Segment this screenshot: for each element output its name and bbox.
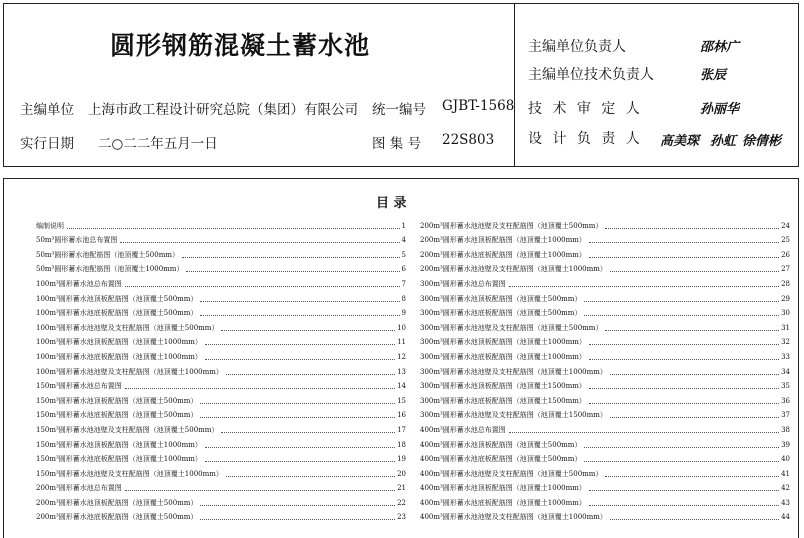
toc-entry-page: 41 <box>781 469 790 478</box>
toc-leader-dots <box>610 417 779 418</box>
toc-entry[interactable] <box>36 435 406 450</box>
toc-entry-title: 300m³圆形蓄水池顶板配筋图（池顶覆土1000mm） <box>420 338 586 347</box>
toc-entry-title: 100m³圆形蓄水池顶板配筋图（池顶覆土500mm） <box>36 294 198 303</box>
toc-leader-dots <box>584 461 779 462</box>
toc-entry-page: 34 <box>781 367 790 376</box>
toc-left-column <box>36 216 406 522</box>
toc-leader-dots <box>610 271 779 272</box>
toc-entry[interactable] <box>420 377 790 392</box>
toc-entry-page: 38 <box>781 425 790 434</box>
signature-1: 邵林广 <box>700 40 740 55</box>
toc-entry-page: 30 <box>781 309 790 318</box>
toc-heading: 目 录 <box>376 196 407 211</box>
approval-role-4: 设 计 负 责 人 <box>528 131 643 147</box>
signature-3: 孙丽华 <box>700 102 740 117</box>
toc-entry-title: 200m³圆形蓄水池池壁及支柱配筋图（池顶覆土1000mm） <box>420 265 607 274</box>
signature-4b: 孙虹 <box>710 134 737 149</box>
org-label: 主编单位 <box>20 102 74 118</box>
toc-leader-dots <box>589 257 779 258</box>
toc-entry[interactable] <box>36 479 406 494</box>
toc-leader-dots <box>200 315 399 316</box>
toc-entry-title: 300m³圆形蓄水池底板配筋图（池顶覆土500mm） <box>420 309 582 318</box>
signature-4c: 徐倩彬 <box>742 134 782 149</box>
toc-entry-page: 11 <box>397 338 406 347</box>
toc-entry[interactable] <box>36 245 406 260</box>
approval-role-1: 主编单位负责人 <box>528 39 626 55</box>
toc-entry-page: 27 <box>781 265 790 274</box>
signature-2: 张辰 <box>700 68 727 83</box>
toc-entry[interactable] <box>36 450 406 465</box>
toc-entry-page: 36 <box>781 396 790 405</box>
toc-leader-dots <box>125 388 395 389</box>
toc-entry-title: 100m³圆形蓄水池池壁及支柱配筋图（池顶覆土1000mm） <box>36 367 223 376</box>
toc-entry-title: 200m³圆形蓄水池底板配筋图（池顶覆土500mm） <box>36 513 198 522</box>
toc-entry-title: 150m³圆形蓄水池池壁及支柱配筋图（池顶覆土500mm） <box>36 425 219 434</box>
toc-entry[interactable] <box>36 391 406 406</box>
toc-entry[interactable] <box>420 464 790 479</box>
toc-entry-page: 17 <box>397 425 406 434</box>
toc-entry-title: 50m³圆形蓄水池总布置图 <box>36 236 118 245</box>
toc-entry-title: 150m³圆形蓄水池池壁及支柱配筋图（池顶覆土1000mm） <box>36 469 223 478</box>
toc-leader-dots <box>205 359 395 360</box>
toc-entry-title: 400m³圆形蓄水池总布置图 <box>420 425 506 434</box>
toc-entry-title: 150m³圆形蓄水池底板配筋图（池顶覆土500mm） <box>36 411 198 420</box>
toc-entry-page: 33 <box>781 352 790 361</box>
toc-entry-page: 10 <box>397 323 406 332</box>
toc-leader-dots <box>589 388 779 389</box>
toc-entry[interactable] <box>36 289 406 304</box>
toc-entry-page: 28 <box>781 279 790 288</box>
toc-entry[interactable] <box>420 391 790 406</box>
toc-leader-dots <box>605 476 779 477</box>
toc-entry-page: 9 <box>401 309 406 318</box>
toc-entry[interactable] <box>420 318 790 333</box>
approval-role-2: 主编单位技术负责人 <box>528 67 654 83</box>
toc-entry[interactable] <box>420 479 790 494</box>
toc-entry-page: 18 <box>397 440 406 449</box>
toc-entry-page: 20 <box>397 469 406 478</box>
toc-leader-dots <box>186 271 399 272</box>
toc-entry-page: 26 <box>781 250 790 259</box>
toc-leader-dots <box>67 228 400 229</box>
toc-entry-page: 16 <box>397 411 406 420</box>
toc-entry[interactable] <box>420 493 790 508</box>
toc-entry[interactable] <box>420 333 790 348</box>
toc-entry-page: 25 <box>781 236 790 245</box>
toc-leader-dots <box>509 432 779 433</box>
code-value: GJBT-1568 <box>442 98 515 114</box>
toc-entry-title: 300m³圆形蓄水池池壁及支柱配筋图（池顶覆土1000mm） <box>420 367 607 376</box>
toc-leader-dots <box>200 519 395 520</box>
toc-entry-title: 100m³圆形蓄水池底板配筋图（池顶覆土500mm） <box>36 309 198 318</box>
toc-leader-dots <box>589 359 779 360</box>
toc-entry-page: 32 <box>781 338 790 347</box>
toc-entry[interactable] <box>36 464 406 479</box>
toc-leader-dots <box>226 476 395 477</box>
toc-leader-dots <box>200 301 399 302</box>
toc-entry-page: 13 <box>397 367 406 376</box>
toc-entry-title: 100m³圆形蓄水池底板配筋图（池顶覆土1000mm） <box>36 352 202 361</box>
toc-entry-page: 15 <box>397 396 406 405</box>
toc-entry[interactable] <box>420 289 790 304</box>
toc-entry[interactable] <box>420 231 790 246</box>
toc-entry-page: 14 <box>397 382 406 391</box>
toc-entry-title: 400m³圆形蓄水池底板配筋图（池顶覆土1000mm） <box>420 498 586 507</box>
toc-entry-title: 150m³圆形蓄水池总布置图 <box>36 382 122 391</box>
toc-entry[interactable] <box>420 274 790 289</box>
toc-entry-page: 39 <box>781 440 790 449</box>
toc-entry-title: 50m³圆形蓄水池配筋图（池顶覆土500mm） <box>36 250 179 259</box>
toc-entry-page: 12 <box>397 352 406 361</box>
toc-entry-page: 29 <box>781 294 790 303</box>
date-value: 二○二二年五月一日 <box>98 136 218 152</box>
toc-leader-dots <box>125 490 395 491</box>
toc-entry-page: 42 <box>781 484 790 493</box>
toc-entry-title: 300m³圆形蓄水池池壁及支柱配筋图（池顶覆土500mm） <box>420 323 603 332</box>
toc-entry-page: 5 <box>401 250 406 259</box>
toc-leader-dots <box>120 242 399 243</box>
toc-entry-title: 300m³圆形蓄水池底板配筋图（池顶覆土1000mm） <box>420 352 586 361</box>
toc-entry[interactable] <box>420 362 790 377</box>
atlas-label: 图 集 号 <box>372 136 422 152</box>
atlas-value: 22S803 <box>442 132 495 148</box>
toc-entry-title: 300m³圆形蓄水池总布置图 <box>420 279 506 288</box>
toc-leader-dots <box>125 286 400 287</box>
toc-entry-title: 300m³圆形蓄水池池壁及支柱配筋图（池顶覆土1500mm） <box>420 411 607 420</box>
toc-entry[interactable] <box>420 435 790 450</box>
toc-entry-page: 43 <box>781 498 790 507</box>
toc-leader-dots <box>589 505 779 506</box>
toc-entry[interactable] <box>420 508 790 523</box>
toc-entry-title: 300m³圆形蓄水池顶板配筋图（池顶覆土500mm） <box>420 294 582 303</box>
toc-entry[interactable] <box>36 362 406 377</box>
toc-entry-title: 400m³圆形蓄水池池壁及支柱配筋图（池顶覆土500mm） <box>420 469 603 478</box>
toc-leader-dots <box>182 257 400 258</box>
toc-leader-dots <box>205 461 395 462</box>
toc-leader-dots <box>589 344 779 345</box>
toc-entry-title: 400m³圆形蓄水池底板配筋图（池顶覆土500mm） <box>420 455 582 464</box>
toc-entry-title: 300m³圆形蓄水池底板配筋图（池顶覆土1500mm） <box>420 396 586 405</box>
toc-leader-dots <box>200 403 395 404</box>
org-name: 上海市政工程设计研究总院（集团）有限公司 <box>88 102 358 118</box>
toc-entry-page: 35 <box>781 382 790 391</box>
toc-entry-page: 4 <box>401 236 406 245</box>
toc-entry[interactable] <box>36 274 406 289</box>
toc-entry-title: 编制说明 <box>36 221 64 230</box>
toc-right-column <box>420 216 790 522</box>
toc-leader-dots <box>226 374 395 375</box>
toc-entry[interactable] <box>420 245 790 260</box>
toc-leader-dots <box>605 330 779 331</box>
toc-entry[interactable] <box>36 377 406 392</box>
toc-entry-title: 100m³圆形蓄水池总布置图 <box>36 279 122 288</box>
toc-entry-page: 22 <box>397 498 406 507</box>
toc-entry-page: 7 <box>401 279 406 288</box>
header-divider <box>514 3 515 167</box>
toc-entry-page: 23 <box>397 513 406 522</box>
toc-entry-page: 31 <box>781 323 790 332</box>
toc-entry[interactable] <box>36 508 406 523</box>
toc-entry-page: 1 <box>401 221 406 230</box>
date-label: 实行日期 <box>20 136 74 152</box>
toc-leader-dots <box>584 447 779 448</box>
toc-entry-title: 100m³圆形蓄水池顶板配筋图（池顶覆土1000mm） <box>36 338 202 347</box>
toc-entry-title: 200m³圆形蓄水池底板配筋图（池顶覆土1000mm） <box>420 250 586 259</box>
toc-entry-page: 6 <box>401 265 406 274</box>
toc-entry[interactable] <box>36 318 406 333</box>
toc-entry-page: 44 <box>781 513 790 522</box>
toc-entry-page: 40 <box>781 455 790 464</box>
toc-entry[interactable] <box>420 216 790 231</box>
toc-entry[interactable] <box>420 260 790 275</box>
toc-leader-dots <box>589 403 779 404</box>
toc-entry[interactable] <box>420 304 790 319</box>
toc-entry[interactable] <box>420 347 790 362</box>
code-label: 统一编号 <box>372 102 426 118</box>
toc-entry[interactable] <box>36 406 406 421</box>
toc-leader-dots <box>509 286 779 287</box>
toc-entry-title: 200m³圆形蓄水池总布置图 <box>36 484 122 493</box>
toc-leader-dots <box>221 330 395 331</box>
toc-entry[interactable] <box>36 333 406 348</box>
toc-entry-page: 24 <box>781 221 790 230</box>
toc-entry-title: 300m³圆形蓄水池顶板配筋图（池顶覆土1500mm） <box>420 382 586 391</box>
toc-leader-dots <box>610 374 779 375</box>
toc-entry[interactable] <box>420 420 790 435</box>
toc-entry[interactable] <box>420 406 790 421</box>
toc-entry-page: 19 <box>397 455 406 464</box>
toc-entry-title: 400m³圆形蓄水池池壁及支柱配筋图（池顶覆土1000mm） <box>420 513 607 522</box>
toc-entry[interactable] <box>36 260 406 275</box>
toc-leader-dots <box>610 519 779 520</box>
toc-leader-dots <box>605 228 779 229</box>
toc-leader-dots <box>205 344 395 345</box>
toc-entry-title: 400m³圆形蓄水池顶板配筋图（池顶覆土1000mm） <box>420 484 586 493</box>
toc-leader-dots <box>584 315 779 316</box>
toc-entry-page: 37 <box>781 411 790 420</box>
toc-leader-dots <box>584 301 779 302</box>
toc-entry-title: 200m³圆形蓄水池池壁及支柱配筋图（池顶覆土500mm） <box>420 221 603 230</box>
toc-entry[interactable] <box>36 231 406 246</box>
toc-entry-title: 400m³圆形蓄水池顶板配筋图（池顶覆土500mm） <box>420 440 582 449</box>
toc-entry-title: 150m³圆形蓄水池底板配筋图（池顶覆土1000mm） <box>36 455 202 464</box>
atlas-title: 圆形钢筋混凝土蓄水池 <box>110 31 371 60</box>
toc-entry-title: 150m³圆形蓄水池顶板配筋图（池顶覆土500mm） <box>36 396 198 405</box>
approval-role-3: 技 术 审 定 人 <box>528 101 643 117</box>
toc-leader-dots <box>205 447 395 448</box>
toc-entry-page: 8 <box>401 294 406 303</box>
toc-leader-dots <box>589 490 779 491</box>
toc-entry-title: 100m³圆形蓄水池池壁及支柱配筋图（池顶覆土500mm） <box>36 323 219 332</box>
signature-4a: 高美琛 <box>660 134 700 149</box>
toc-entry-title: 50m³圆形蓄水池配筋图（池顶覆土1000mm） <box>36 265 184 274</box>
toc-entry[interactable] <box>36 347 406 362</box>
toc-entry[interactable] <box>36 493 406 508</box>
toc-entry-title: 200m³圆形蓄水池顶板配筋图（池顶覆土500mm） <box>36 498 198 507</box>
toc-leader-dots <box>200 417 395 418</box>
toc-entry[interactable] <box>36 304 406 319</box>
toc-entry-title: 200m³圆形蓄水池顶板配筋图（池顶覆土1000mm） <box>420 236 586 245</box>
toc-entry-title: 150m³圆形蓄水池顶板配筋图（池顶覆土1000mm） <box>36 440 202 449</box>
toc-leader-dots <box>221 432 395 433</box>
toc-leader-dots <box>200 505 395 506</box>
toc-entry[interactable] <box>36 420 406 435</box>
toc-entry[interactable] <box>420 450 790 465</box>
toc-entry-page: 21 <box>397 484 406 493</box>
toc-entry[interactable] <box>36 216 406 231</box>
toc-leader-dots <box>589 242 779 243</box>
